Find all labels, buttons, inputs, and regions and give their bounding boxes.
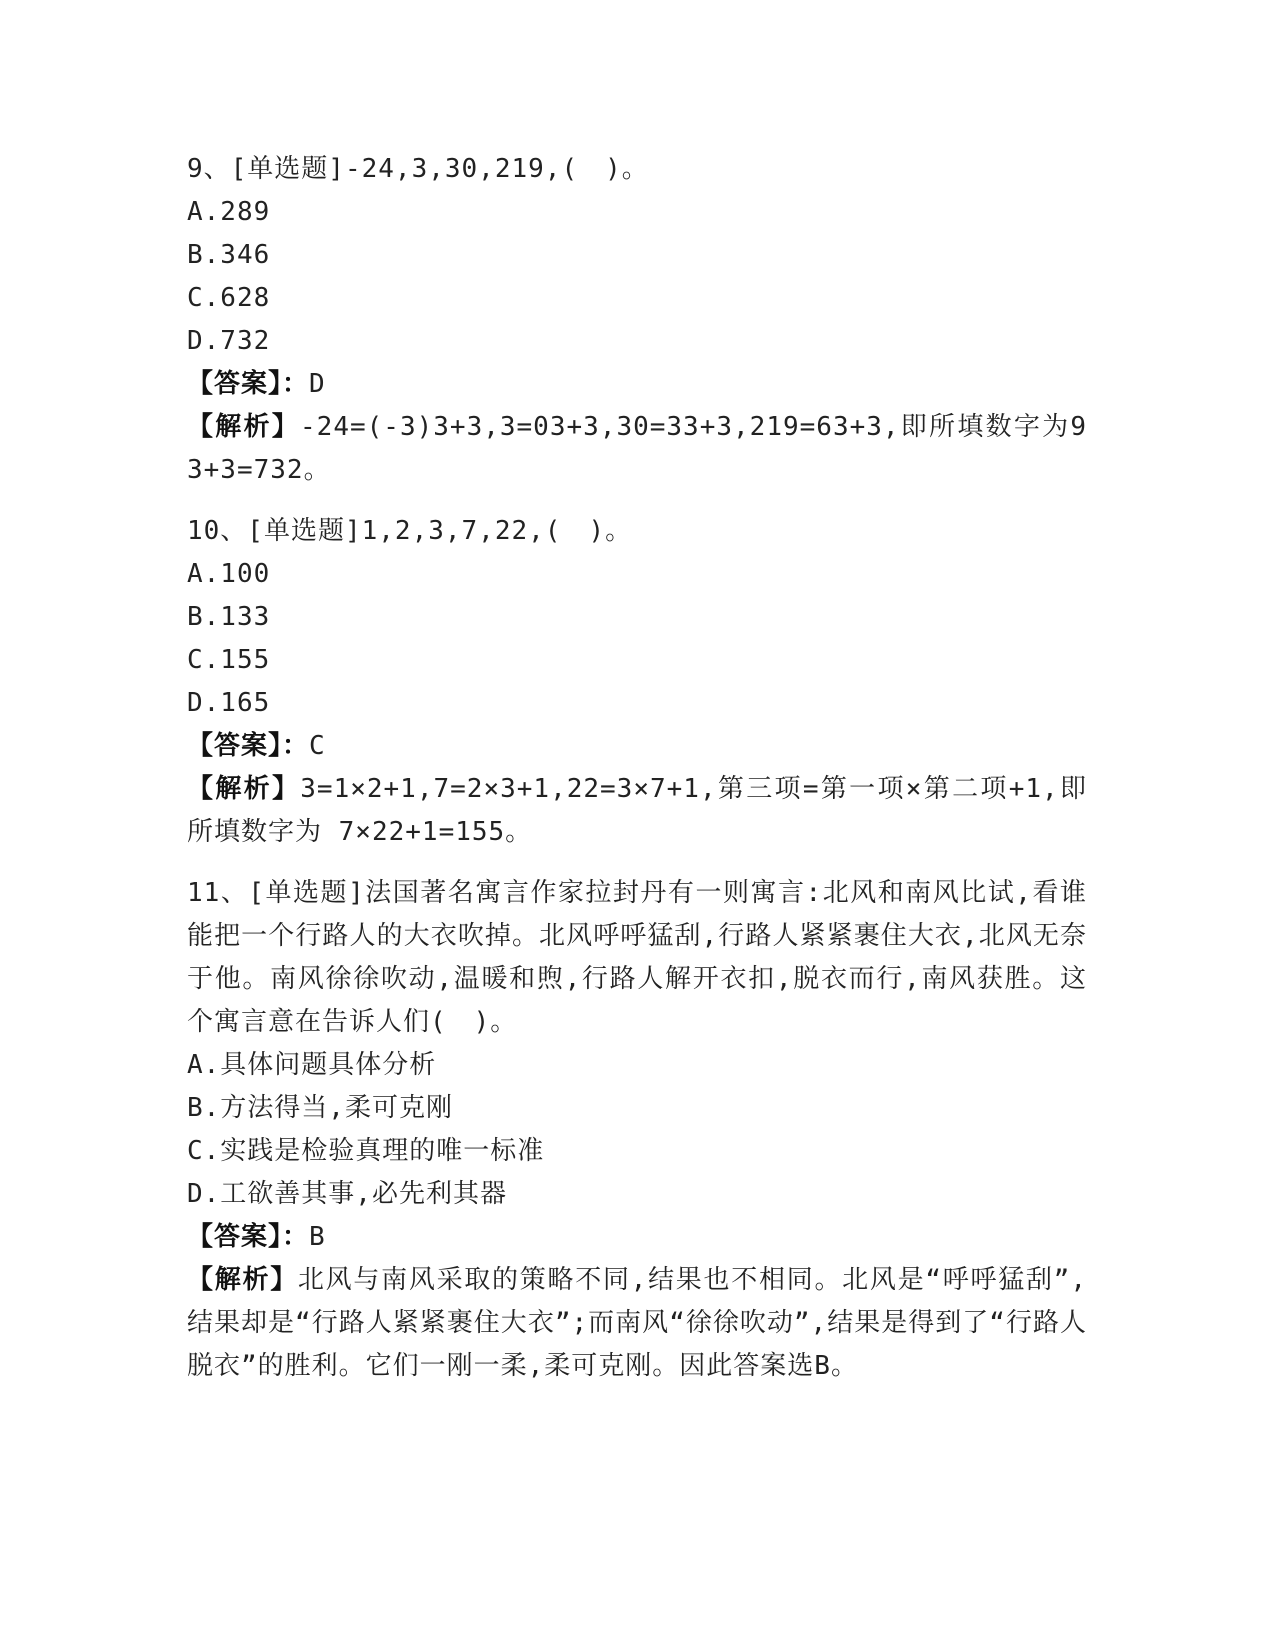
- analysis-paragraph: [187, 406, 1087, 492]
- option-b: B.133: [187, 602, 271, 632]
- analysis-paragraph: [187, 1259, 1087, 1388]
- analysis-label: 【解析】: [187, 412, 301, 442]
- answer-line: [187, 363, 1087, 406]
- answer-separator: ：: [282, 369, 310, 399]
- answer-line: [187, 725, 1087, 768]
- question-stem: 10、[单选题]1,2,3,7,22,( )。: [187, 516, 633, 546]
- option-d: D.165: [187, 688, 271, 718]
- option-b: B.方法得当,柔可克刚: [187, 1093, 453, 1123]
- option-a: A.具体问题具体分析: [187, 1050, 437, 1080]
- option-a: A.100: [187, 559, 271, 589]
- analysis-text: 北风与南风采取的策略不同,结果也不相同。北风是“呼呼猛刮”,结果却是“行路人紧紧裹住大衣”;而南风“徐徐吹动”,结果是得到了“行路人脱衣”的胜利。它们一刚一柔,柔可克刚。因此答案选B。: [187, 1265, 1087, 1381]
- analysis-label: 【解析】: [187, 774, 301, 804]
- answer-separator: ：: [282, 731, 310, 761]
- analysis-paragraph: [187, 768, 1087, 854]
- answer-label: 【答案】: [187, 369, 283, 399]
- option-c: C.155: [187, 645, 271, 675]
- question-10: [187, 510, 1087, 854]
- question-9: [187, 148, 1087, 492]
- answer-value: D: [309, 369, 326, 399]
- option-b: B.346: [187, 240, 271, 270]
- answer-value: B: [309, 1222, 326, 1252]
- question-11: [187, 872, 1087, 1388]
- option-a: A.289: [187, 197, 271, 227]
- analysis-label: 【解析】: [187, 1265, 298, 1295]
- option-c: C.实践是检验真理的唯一标准: [187, 1136, 545, 1166]
- question-stem: 11、[单选题]法国著名寓言作家拉封丹有一则寓言:北风和南风比试,看谁能把一个行路人的大衣吹掉。北风呼呼猛刮,行路人紧紧裹住大衣,北风无奈于他。南风徐徐吹动,温暖和煦,行路人解开衣扣,脱衣而行,南风获胜。这个寓言意在告诉人们( )。: [187, 878, 1087, 1037]
- option-d: D.工欲善其事,必先利其器: [187, 1179, 507, 1209]
- answer-line: [187, 1216, 1087, 1259]
- question-stem: 9、[单选题]-24,3,30,219,( )。: [187, 154, 649, 184]
- option-c: C.628: [187, 283, 271, 313]
- answer-label: 【答案】: [187, 1222, 283, 1252]
- option-d: D.732: [187, 326, 271, 356]
- analysis-text: 3=1×2+1,7=2×3+1,22=3×7+1,第三项=第一项×第二项+1,即所填数字为 7×22+1=155。: [187, 774, 1087, 847]
- answer-label: 【答案】: [187, 731, 283, 761]
- analysis-text: -24=(-3)3+3,3=03+3,30=33+3,219=63+3,即所填数字为93+3=732。: [187, 412, 1087, 485]
- answer-separator: ：: [282, 1222, 310, 1252]
- question-list: [187, 148, 1087, 1406]
- answer-value: C: [309, 731, 326, 761]
